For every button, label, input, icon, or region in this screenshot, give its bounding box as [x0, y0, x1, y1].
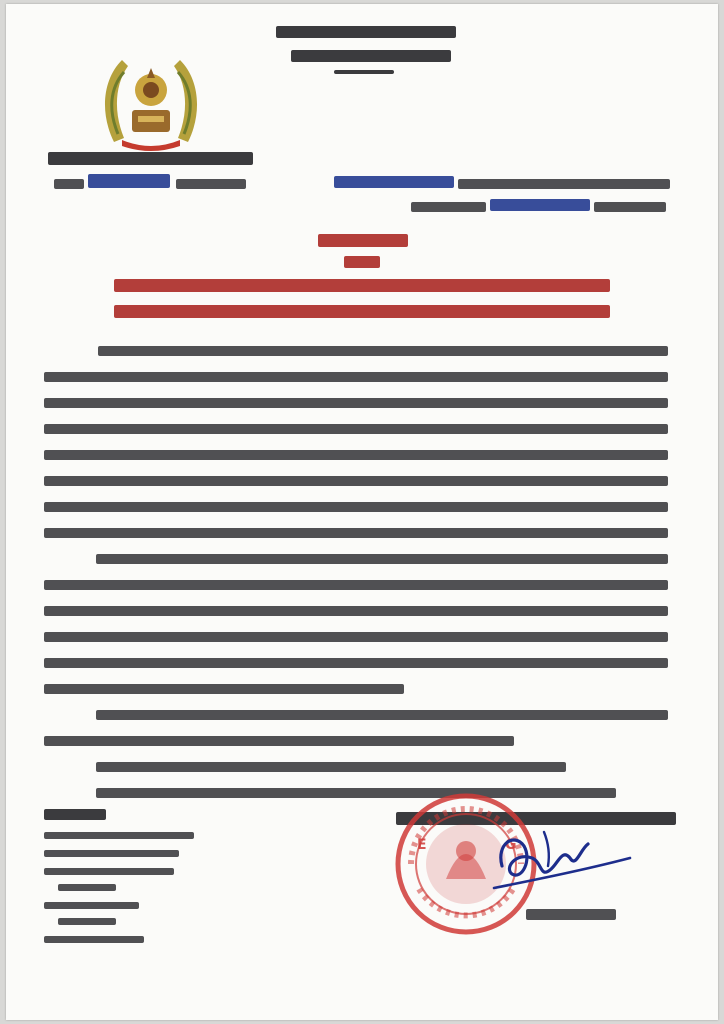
seal-letter-left: E — [417, 837, 427, 853]
document-sheet — [6, 4, 718, 1020]
handwritten-signature — [484, 814, 634, 899]
coat-of-arms-emblem — [96, 44, 206, 154]
seal-letter-right: G — [505, 837, 517, 853]
